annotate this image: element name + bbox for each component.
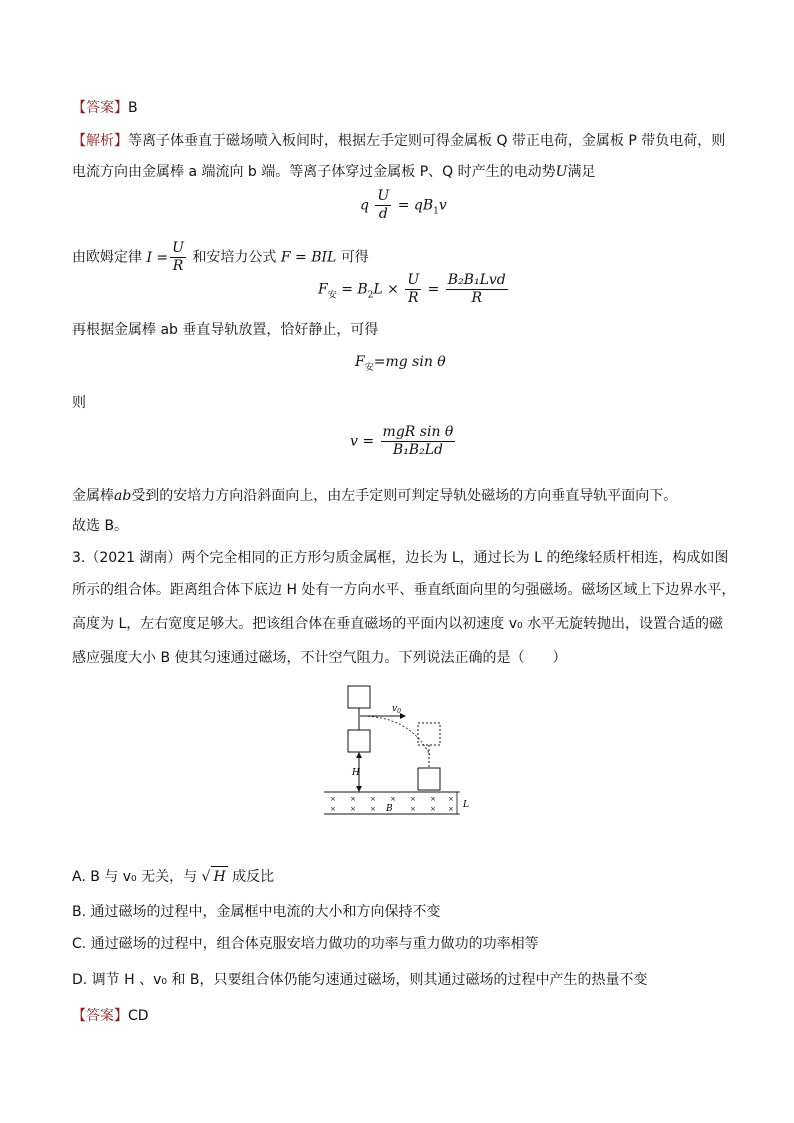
option-D[interactable] (72, 970, 648, 990)
svg-text:×: × (430, 795, 436, 803)
choose-text: 故选 B。 (72, 518, 129, 534)
frame-top-square (348, 686, 370, 708)
eq1-num: U (377, 188, 390, 204)
balance-text: 再根据金属棒 ab 垂直导轨放置，恰好静止，可得 (72, 322, 379, 338)
conclusion-line (72, 486, 677, 506)
eq2-den1: R (407, 290, 419, 306)
balance-line (72, 320, 378, 340)
H-arrowhead-down (356, 786, 362, 792)
equation-2 (318, 272, 510, 307)
eq3-F: F (355, 354, 365, 370)
option-A-text-a: B 与 v₀ 无关，与 (90, 869, 198, 885)
eq3-rhs: =mg sin θ (373, 354, 446, 370)
question-text-3: 高度为 L，左右宽度足够大。把该组合体在垂直磁场的平面内以初速度 v₀ 水平无旋转抛出，设置合适的磁 (72, 616, 724, 632)
eq4-fraction (381, 424, 456, 459)
eq1-fraction (375, 188, 391, 223)
eq2-equals: = (427, 281, 440, 298)
ohm-line (72, 240, 369, 275)
svg-text:×: × (350, 805, 356, 813)
analysis-tag: 【解析】 (72, 133, 128, 149)
eq2-F: F (318, 281, 328, 298)
option-C[interactable] (72, 934, 539, 954)
eq1-den: d (378, 206, 388, 222)
eq2-B-sub: 2 (367, 290, 374, 301)
eq4-den: B₁B₂Ld (392, 442, 443, 458)
question-line-4 (72, 648, 567, 668)
svg-text:×: × (370, 795, 376, 803)
option-B-text: B. 通过磁场的过程中，金属框中电流的大小和方向保持不变 (72, 904, 441, 920)
ampere-law: F = BIL (280, 249, 337, 266)
eq2-Fsub: 安 (327, 290, 337, 301)
answer-tag: 【答案】 (72, 100, 128, 116)
svg-text:×: × (390, 795, 396, 803)
svg-text:×: × (448, 795, 454, 803)
question-text-2: 所示的组合体。距离组合体下底边 H 处有一方向水平、垂直纸面向里的匀强磁场。磁场区域上下边界水平， (72, 582, 736, 598)
eq2-den2: R (471, 290, 483, 306)
question-line-1 (72, 548, 728, 568)
answer-line-1 (72, 98, 138, 118)
analysis-text-1: 等离子体垂直于磁场喷入板间时，根据左手定则可得金属板 Q 带正电荷，金属板 P 带负电荷，则 (128, 133, 726, 149)
eq2-fraction-1 (405, 272, 421, 307)
svg-text:×: × (330, 805, 336, 813)
ohm-den: R (172, 258, 184, 274)
analysis-text-2a: 电流方向由金属棒 a 端流向 b 端。等离子体穿过金属板 P、Q 时产生的电动势 (72, 164, 556, 180)
eq2-fraction-2 (446, 272, 508, 307)
ohm-text-b: 和安培力公式 (192, 249, 277, 266)
svg-text:×: × (430, 805, 436, 813)
equation-3 (355, 354, 446, 373)
svg-text:×: × (330, 795, 336, 803)
answer-line-2 (72, 1006, 149, 1026)
frame-dashed-bottom (418, 768, 440, 790)
option-A[interactable] (72, 866, 274, 887)
question-line-2 (72, 580, 735, 600)
svg-text:×: × (370, 805, 376, 813)
eq4-num: mgR sin θ (382, 424, 454, 440)
choose-line (72, 516, 128, 536)
ohm-lhs: I = (146, 249, 169, 266)
H-arrowhead-up (356, 752, 362, 758)
B-label: B (386, 804, 393, 814)
answer-value: B (128, 100, 138, 116)
question-line-3 (72, 614, 723, 634)
svg-text:×: × (448, 805, 454, 813)
eq1-sub: 1 (433, 206, 439, 217)
eq1-v: v (438, 197, 447, 214)
option-A-label: A. (72, 869, 86, 885)
eq4-v: v = (350, 433, 375, 450)
conclusion-b: 受到的安培力方向沿斜面向上，由左手定则可判定导轨处磁场的方向垂直导轨平面向下。 (131, 488, 678, 504)
conclusion-var: ab (114, 488, 132, 504)
ohm-law (146, 240, 188, 274)
question-text-4: 感应强度大小 B 使其匀速通过磁场，不计空气阻力。下列说法正确的是（ ） (72, 650, 567, 666)
svg-text:×: × (350, 795, 356, 803)
sqrt-H: √ H (202, 869, 228, 885)
analysis-text-2b: 满足 (567, 164, 596, 180)
question-figure (320, 680, 480, 820)
analysis-line-1 (72, 131, 725, 151)
eq2-L: L × (373, 281, 399, 298)
conclusion-a: 金属棒 (72, 488, 114, 504)
L-label: L (463, 800, 469, 810)
question-text-1: 3.（2021 湖南）两个完全相同的正方形匀质金属框，边长为 L，通过长为 L 的绝缘轻质杆相连，构成如图 (72, 550, 729, 566)
eq3-Fsub: 安 (364, 362, 374, 373)
then-text: 则 (72, 395, 86, 411)
svg-text:×: × (410, 805, 416, 813)
then-line (72, 393, 86, 413)
svg-text:×: × (410, 795, 416, 803)
frame-bottom-square (348, 730, 370, 752)
eq2-num1: U (407, 272, 420, 288)
equation-4 (350, 424, 457, 459)
var-U: U (555, 164, 568, 180)
answer2-tag: 【答案】 (72, 1008, 128, 1024)
eq2-B: = B (341, 281, 368, 298)
option-D-text: D. 调节 H 、v₀ 和 B，只要组合体仍能匀速通过磁场，则其通过磁场的过程中产生的热量不变 (72, 972, 648, 988)
equation-1 (360, 188, 447, 223)
ohm-fraction (170, 240, 186, 275)
analysis-line-2 (72, 162, 595, 182)
answer2-value: CD (128, 1008, 149, 1024)
H-label: H (352, 768, 360, 778)
option-B[interactable] (72, 902, 441, 922)
sqrt-H-value: H (211, 866, 227, 887)
eq1-q: q (360, 197, 369, 214)
eq1-rhs: = qB (397, 197, 434, 214)
option-C-text: C. 通过磁场的过程中，组合体克服安培力做功的功率与重力做功的功率相等 (72, 936, 539, 952)
ohm-text-a: 由欧姆定律 (72, 249, 142, 266)
ohm-text-c: 可得 (340, 249, 369, 266)
option-A-text-b: 成反比 (232, 869, 275, 885)
eq2-num2: B₂B₁Lvd (447, 272, 506, 288)
ohm-num: U (172, 240, 184, 256)
v0-label: $v_0$ (392, 704, 401, 715)
